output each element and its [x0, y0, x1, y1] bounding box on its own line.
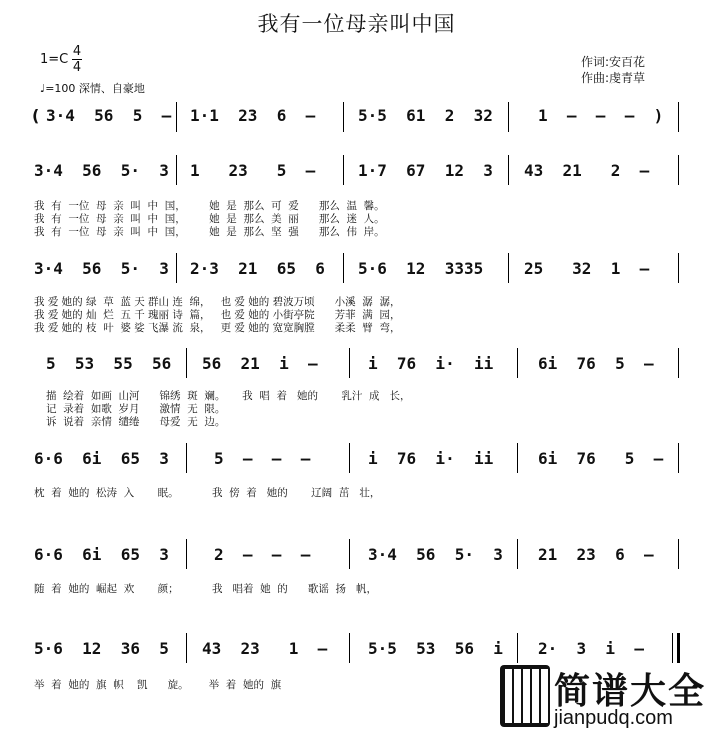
measure: 1·7 67 12 3: [358, 161, 493, 180]
repeat-open-paren: (: [32, 106, 40, 125]
key-signature: 1=C: [40, 52, 69, 67]
watermark-text: 简谱大全: [554, 671, 707, 712]
measure: 5·5 53 56 i: [368, 639, 503, 658]
measure: 5·6 12 36 5: [34, 639, 169, 658]
lyric-line: 我 有 一位 母 亲 叫 中 国， 她 是 那么 可 爱 那么 温 馨。: [34, 200, 385, 212]
lyric-line: 举 着 她的 旗 帜 凯 旋。 举 着 她的 旗: [34, 679, 282, 691]
piano-keys-icon: [500, 665, 550, 727]
site-watermark: [496, 661, 713, 733]
measure: 2 – – –: [214, 545, 311, 564]
measure: 43 21 2 –: [524, 161, 650, 180]
measure: 6·6 6i 65 3: [34, 545, 169, 564]
measure: 3·4 56 5 –: [46, 106, 172, 125]
lyric-line: 记 录着 如歌 岁月 激情 无 限。: [46, 403, 226, 415]
lyricist: 作词:安百花: [581, 55, 646, 69]
measure: 5·6 12 3335: [358, 259, 484, 278]
measure: 6i 76 5 –: [538, 449, 664, 468]
measure: 3·4 56 5· 3: [34, 161, 169, 180]
measure: 2· 3 i –: [538, 639, 644, 658]
lyric-line: 我 爱 她的 灿 烂 五 千 瑰丽 诗 篇， 也 爱 她的 小街亭院 芳菲 满 园，: [34, 309, 401, 321]
measure: 5·5 61 2 32: [358, 106, 493, 125]
measure: 2·3 21 65 6: [190, 259, 325, 278]
measure: 5 – – –: [214, 449, 311, 468]
measure: 25 32 1 –: [524, 259, 650, 278]
measure: 3·4 56 5· 3: [368, 545, 503, 564]
measure: 21 23 6 –: [538, 545, 654, 564]
time-signature: [72, 44, 82, 75]
measure: 43 23 1 –: [202, 639, 328, 658]
lyric-line: 描 绘着 如画 山河 锦绣 斑 斓。 我 唱 着 她的 乳汁 成 长，: [46, 390, 411, 402]
measure: 1·1 23 6 –: [190, 106, 316, 125]
watermark-url: jianpudq.com: [554, 707, 673, 729]
tempo-marking: ♩=100 深情、自豪地: [40, 82, 145, 95]
measure: 6·6 6i 65 3: [34, 449, 169, 468]
lyric-line: 我 有 一位 母 亲 叫 中 国， 她 是 那么 坚 强 那么 伟 岸。: [34, 226, 385, 238]
credits: [581, 54, 645, 86]
measure: 56 21 i –: [202, 354, 318, 373]
lyric-line: 我 爱 她的 枝 叶 婆 娑 飞瀑 流 泉， 更 爱 她的 宽宽胸膛 柔柔 臂 弯，: [34, 322, 401, 334]
measure: 6i 76 5 –: [538, 354, 654, 373]
lyric-line: 诉 说着 亲情 缱绻 母爱 无 边。: [46, 416, 226, 428]
composer: 作曲:虔青草: [581, 71, 646, 85]
measure: 3·4 56 5· 3: [34, 259, 169, 278]
time-sig-bottom: 4: [72, 60, 82, 75]
measure: 1 – – – ): [538, 106, 664, 125]
measure: i 76 i· ii: [368, 354, 494, 373]
lyric-line: 我 爱 她的 绿 草 蓝 天 群山 连 绵， 也 爱 她的 碧波万顷 小溪 潺 潺，: [34, 296, 401, 308]
measure: 1 23 5 –: [190, 161, 316, 180]
song-title: 我有一位母亲叫中国: [257, 12, 456, 36]
measure: 5 53 55 56: [46, 354, 172, 373]
lyric-line: 我 有 一位 母 亲 叫 中 国， 她 是 那么 美 丽 那么 迷 人。: [34, 213, 385, 225]
lyric-line: 随 着 她的 崛起 欢 颜； 我 唱着 她 的 歌谣 扬 帆，: [34, 583, 378, 595]
lyric-line: 枕 着 她的 松涛 入 眠。 我 傍 着 她的 辽阔 茁 壮，: [34, 487, 381, 499]
measure: i 76 i· ii: [368, 449, 494, 468]
time-sig-top: 4: [72, 44, 82, 59]
